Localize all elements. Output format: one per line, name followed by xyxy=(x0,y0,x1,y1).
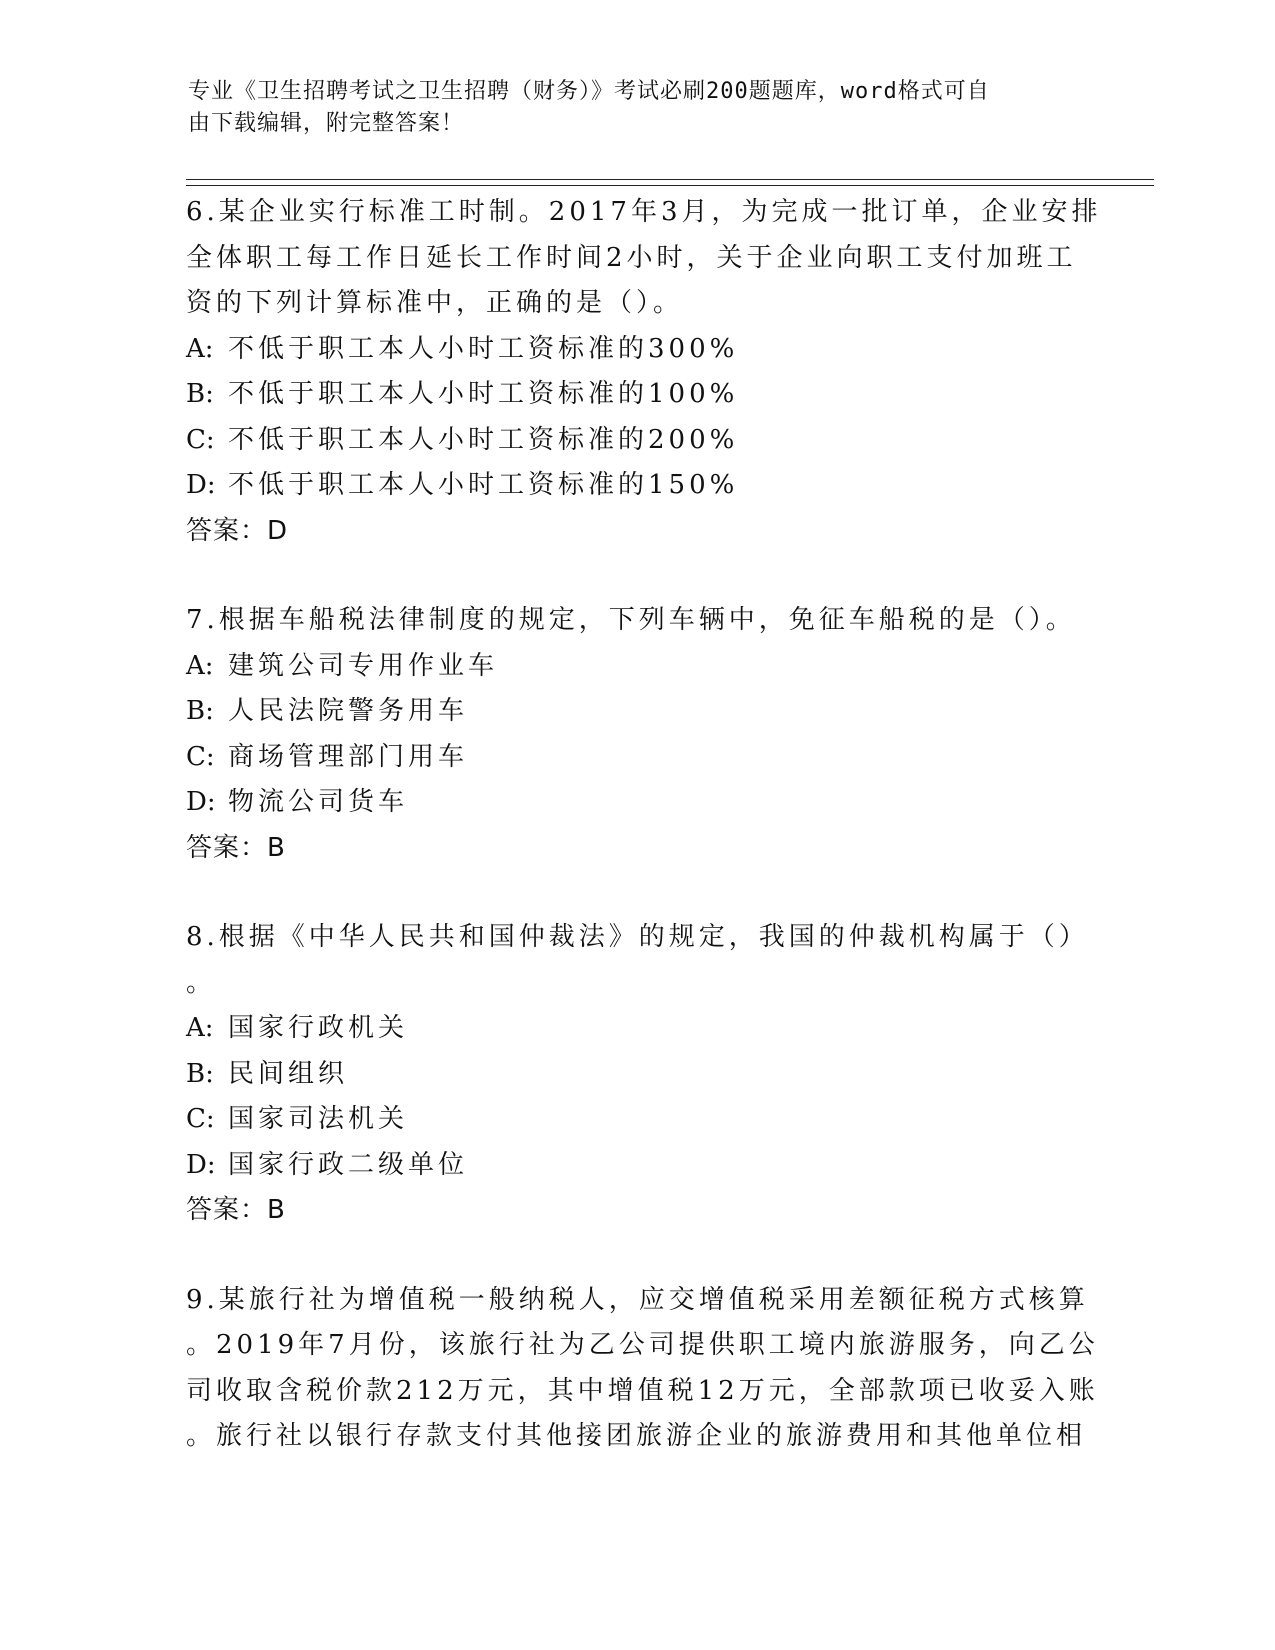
question-text-line: 7.根据车船税法律制度的规定，下列车辆中，免征车船税的是（）。 xyxy=(186,605,1076,635)
option-letter: D: xyxy=(186,1149,216,1180)
question-text-line: 。旅行社以银行存款支付其他接团旅游企业的旅游费用和其他单位相 xyxy=(186,1421,1087,1451)
question-text-line: 司收取含税价款212万元，其中增值税12万元，全部款项已收妥入账 xyxy=(186,1375,1099,1406)
option-letter: A: xyxy=(186,333,214,364)
header-divider-top xyxy=(186,179,1154,180)
question-8 xyxy=(186,915,1089,1234)
option-letter: A: xyxy=(186,1013,214,1043)
option-letter: B: xyxy=(186,1058,214,1089)
question-text-line: 。2019年7月份，该旅行社为乙公司提供职工境内旅游服务，向乙公 xyxy=(186,1330,1099,1360)
option-text: 物流公司货车 xyxy=(228,787,409,817)
option-text: 民间组织 xyxy=(228,1058,349,1089)
option-text: 国家行政二级单位 xyxy=(228,1149,469,1180)
option-d xyxy=(186,1143,1086,1189)
option-b xyxy=(186,689,1086,735)
question-6 xyxy=(186,190,1102,554)
question-text-line: 全体职工每工作日延长工作时间2小时，关于企业向职工支付加班工 xyxy=(186,242,1077,273)
option-letter: C: xyxy=(186,741,215,772)
question-text-line: 9.某旅行社为增值税一般纳税人，应交增值税采用差额征税方式核算 xyxy=(186,1284,1089,1315)
question-text-line: 资的下列计算标准中，正确的是（）。 xyxy=(186,288,684,318)
option-text: 不低于职工本人小时工资标准的100% xyxy=(228,379,739,409)
option-c xyxy=(186,735,1086,781)
option-c xyxy=(186,418,1086,464)
option-text: 不低于职工本人小时工资标准的150% xyxy=(228,470,739,500)
question-9 xyxy=(186,1278,1099,1460)
option-letter: C: xyxy=(186,424,215,455)
option-letter: D: xyxy=(186,470,216,500)
option-d xyxy=(186,780,1086,826)
option-text: 建筑公司专用作业车 xyxy=(228,650,499,681)
header-line-2: 由下载编辑，附完整答案！ xyxy=(188,111,465,136)
option-letter: C: xyxy=(186,1104,215,1134)
question-text-line: 6.某企业实行标准工时制。2017年3月，为完成一批订单，企业安排 xyxy=(186,197,1102,227)
header-line-1: 专业《卫生招聘考试之卫生招聘（财务）》考试必刷200题题库，word格式可自 xyxy=(188,79,990,104)
option-b xyxy=(186,1052,1086,1098)
option-a xyxy=(186,327,1086,373)
question-7 xyxy=(186,598,1086,871)
option-text: 商场管理部门用车 xyxy=(228,741,469,772)
option-b xyxy=(186,372,1086,418)
option-text: 不低于职工本人小时工资标准的200% xyxy=(228,424,739,455)
option-a xyxy=(186,1006,1086,1052)
option-letter: B: xyxy=(186,696,214,726)
option-d xyxy=(186,463,1086,509)
document-header xyxy=(188,76,1088,140)
option-letter: D: xyxy=(186,787,216,817)
option-text: 不低于职工本人小时工资标准的300% xyxy=(228,333,739,364)
option-letter: B: xyxy=(186,379,214,409)
option-text: 国家行政机关 xyxy=(228,1013,409,1043)
option-text: 国家司法机关 xyxy=(228,1104,409,1134)
option-c xyxy=(186,1097,1086,1143)
question-text-line: 8.根据《中华人民共和国仲裁法》的规定，我国的仲裁机构属于（） xyxy=(186,922,1089,952)
option-a xyxy=(186,644,1086,690)
option-letter: A: xyxy=(186,650,214,681)
option-text: 人民法院警务用车 xyxy=(228,696,469,726)
question-text-line: 。 xyxy=(186,967,217,998)
answer-line: 答案：D xyxy=(186,515,289,546)
question-list xyxy=(186,190,1102,1460)
answer-line: 答案：B xyxy=(186,1195,286,1225)
header-divider-bottom xyxy=(186,185,1154,186)
answer-line: 答案：B xyxy=(186,832,286,863)
